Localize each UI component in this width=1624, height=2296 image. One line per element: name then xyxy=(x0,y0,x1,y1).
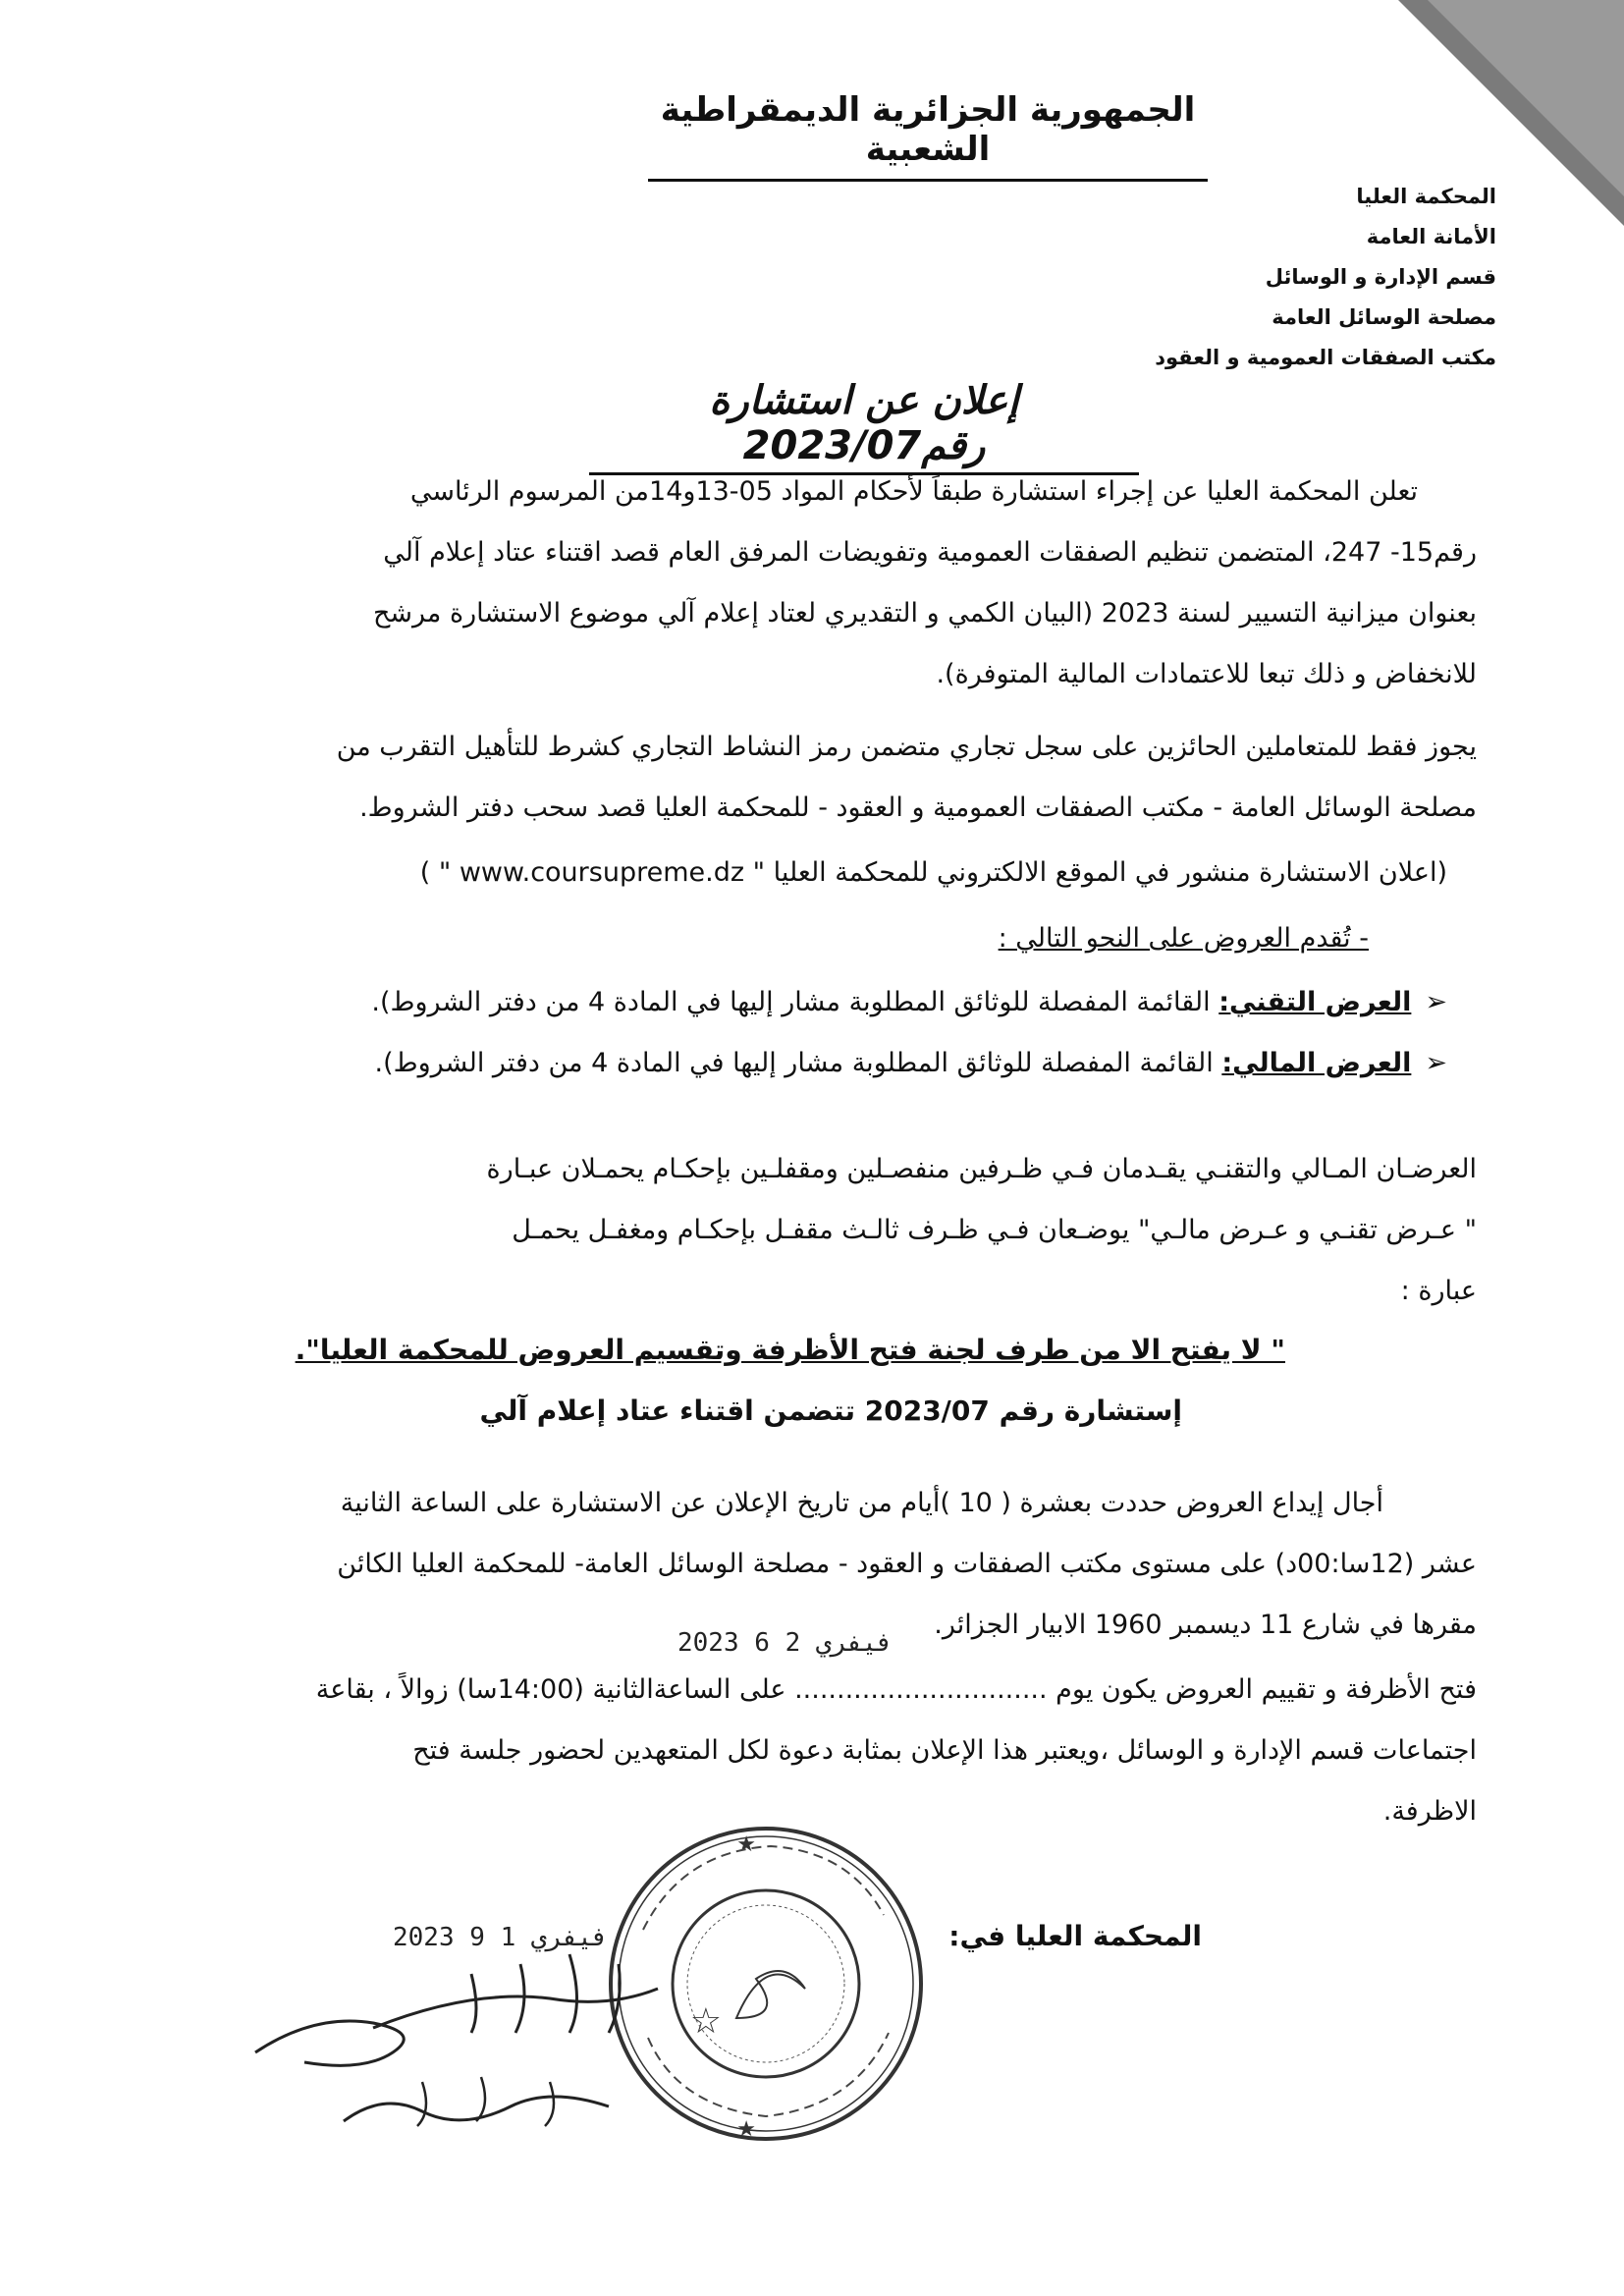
opening-date-stamp: 2023 فيفري 2 6 xyxy=(677,1628,893,1658)
signoff-label: المحكمة العليا في: xyxy=(948,1920,1202,1952)
paragraph-line: عبارة : xyxy=(1400,1276,1477,1306)
republic-heading: الجمهورية الجزائرية الديمقراطية الشعبية xyxy=(648,90,1208,182)
paragraph-5 xyxy=(151,1660,1477,1842)
svg-text:★: ★ xyxy=(736,1832,756,1857)
folded-corner-inner xyxy=(1428,0,1624,196)
paragraph-line: رقم15- 247، المتضمن تنظيم الصفقات العمومية وتفويضات المرفق العام قصد اقتناء عتاد إعلام آلي xyxy=(383,537,1477,568)
arrow-bullet-icon: ➢ xyxy=(1425,987,1447,1017)
org-line: مكتب الصفقات العمومية و العقود xyxy=(1155,346,1496,369)
paragraph-3 xyxy=(151,1139,1477,1322)
paragraph-line: للانخفاض و ذلك تبعا للاعتمادات المالية المتوفرة). xyxy=(936,659,1477,689)
handwritten-signature xyxy=(226,1935,697,2151)
offer-label: العرض المالي: xyxy=(1221,1048,1412,1078)
paragraph-line: مقرها في شارع 11 ديسمبر 1960 الابيار الجزائر. xyxy=(934,1610,1477,1640)
paragraph-line: عشر (12سا:00د) على مستوى مكتب الصفقات و العقود - مصلحة الوسائل العامة- للمحكمة العليا الكائن xyxy=(337,1549,1477,1579)
consultation-line: إستشارة رقم 2023/07 تتضمن اقتناء عتاد إعلام آلي xyxy=(479,1394,1182,1427)
paragraph-line: بعنوان ميزانية التسيير لسنة 2023 (البيان الكمي و التقديري لعتاد إعلام آلي موضوع الاستشارة مرشح xyxy=(372,598,1477,629)
paragraph-1-cont xyxy=(151,522,1477,705)
paragraph-line: يجوز فقط للمتعاملين الحائزين على سجل تجاري متضمن رمز النشاط التجاري كشرط للتأهيل التقرب من xyxy=(336,732,1477,762)
paragraph-line: اجتماعات قسم الإدارة و الوسائل ،ويعتبر هذا الإعلان بمثابة دعوة لكل المتعهدين لحضور جلسة فتح xyxy=(412,1735,1477,1766)
svg-text:★: ★ xyxy=(736,2117,756,2142)
org-line: قسم الإدارة و الوسائل xyxy=(1265,265,1496,289)
offers-intro-text: - تُقدم العروض على النحو التالي : xyxy=(998,923,1369,954)
org-block xyxy=(1155,177,1496,378)
website-text: (اعلان الاستشارة منشور في الموقع الالكتروني للمحكمة العليا " www.coursupreme.dz " ) xyxy=(419,857,1447,888)
arrow-bullet-icon: ➢ xyxy=(1425,1048,1447,1078)
paragraph-4 xyxy=(146,1473,1383,1534)
paragraph-line: فتح الأظرفة و تقييم العروض يكون يوم .............................. على الساعةالثانية (14:00سا) زوالاً ، بقاعة xyxy=(315,1674,1477,1705)
org-line: الأمانة العامة xyxy=(1366,225,1496,248)
offers-list xyxy=(171,972,1447,1094)
announcement-title: إعلان عن استشارة رقم2023/07 xyxy=(589,378,1139,475)
offer-text: القائمة المفصلة للوثائق المطلوبة مشار إليها في المادة 4 من دفتر الشروط). xyxy=(374,1048,1222,1078)
offer-label: العرض التقني: xyxy=(1218,987,1412,1017)
paragraph-line: أجال إيداع العروض حددت بعشرة ( 10 )أيام من تاريخ الإعلان عن الاستشارة على الساعة الثانية xyxy=(340,1488,1383,1518)
website-line xyxy=(171,843,1447,903)
svg-text:☆: ☆ xyxy=(689,2001,722,2042)
org-line: المحكمة العليا xyxy=(1356,185,1496,208)
org-line: مصلحة الوسائل العامة xyxy=(1272,305,1496,329)
offers-intro xyxy=(583,908,1369,969)
offer-item xyxy=(171,972,1447,1033)
paragraph-line: مصلحة الوسائل العامة - مكتب الصفقات العمومية و العقود - للمحكمة العليا قصد سحب دفتر الشروط. xyxy=(359,793,1477,823)
offer-item xyxy=(171,1033,1447,1094)
paragraph-line: تعلن المحكمة العليا عن إجراء استشارة طبقاً لأحكام المواد 05-13و14من المرسوم الرئاسي xyxy=(409,476,1418,507)
signoff-line xyxy=(948,1920,1202,1952)
paragraph-line: " عـرض تقنـي و عـرض مالـي" يوضـعان فـي ظـرف ثالـث مقفـل بإحكـام ومغفـل يحمـل xyxy=(512,1215,1477,1245)
paragraph-line: العرضـان المـالي والتقنـي يقـدمان فـي ظـرفين منفصـلين ومقفلـين بإحكـام يحمـلان عبـارة xyxy=(486,1154,1477,1184)
envelope-quote: " لا يفتح الا من طرف لجنة فتح الأظرفة وتقسيم العروض للمحكمة العليا". xyxy=(295,1334,1285,1366)
offer-text: القائمة المفصلة للوثائق المطلوبة مشار إليها في المادة 4 من دفتر الشروط). xyxy=(371,987,1219,1017)
paragraph-2 xyxy=(151,717,1477,839)
signature-date-stamp: 2023 فيفري 1 9 xyxy=(393,1923,609,1952)
paragraph-line: الاظرفة. xyxy=(1382,1796,1477,1827)
paragraph-1 xyxy=(151,462,1477,522)
